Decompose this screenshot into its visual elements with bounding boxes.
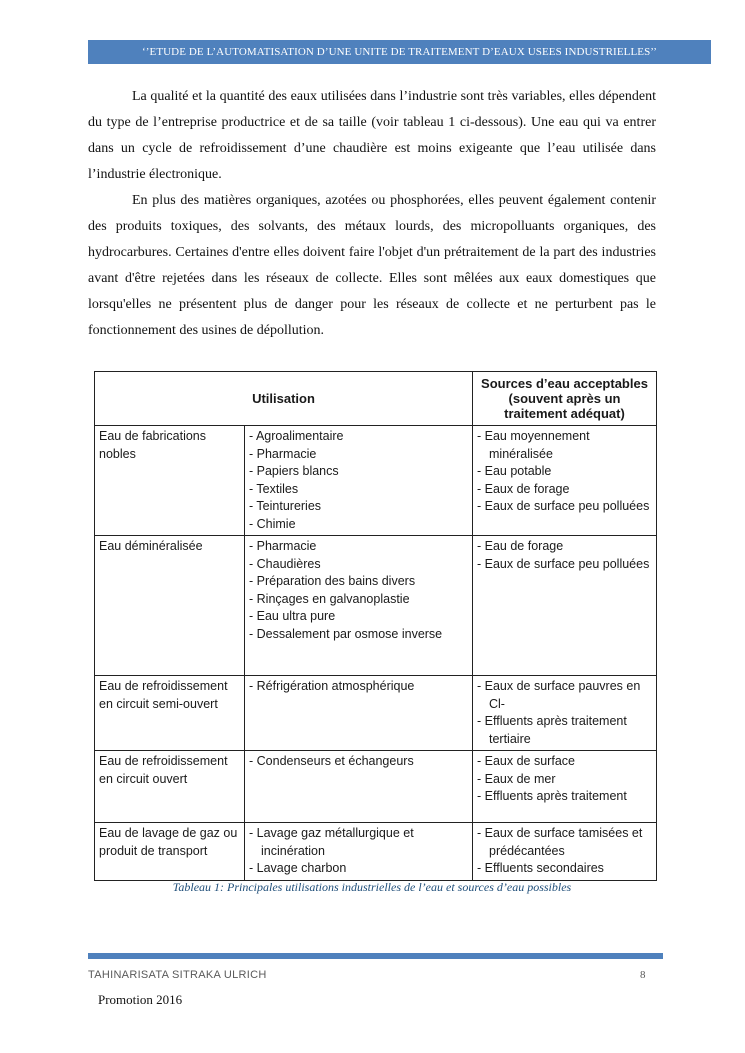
use-item: - Dessalement par osmose inverse xyxy=(249,626,468,644)
source-item: - Effluents secondaires xyxy=(477,860,652,878)
header-sources: Sources d’eau acceptables (souvent après un traitement adéquat) xyxy=(473,372,657,426)
source-item: - Effluents après traitement tertiaire xyxy=(477,713,652,748)
use-item: - Pharmacie xyxy=(249,446,468,464)
footer-divider xyxy=(88,953,663,959)
source-item: - Eaux de mer xyxy=(477,771,652,789)
use-item: - Réfrigération atmosphérique xyxy=(249,678,468,696)
use-item: - Pharmacie xyxy=(249,538,468,556)
use-item: - Lavage charbon xyxy=(249,860,468,878)
source-item: - Eaux de surface peu polluées xyxy=(477,498,652,516)
usage-table xyxy=(94,371,657,881)
source-item: - Effluents après traitement xyxy=(477,788,652,806)
use-item: - Condenseurs et échangeurs xyxy=(249,753,468,771)
row-category: Eau de lavage de gaz ou produit de transport xyxy=(99,826,238,858)
source-item: - Eaux de forage xyxy=(477,481,652,499)
use-item: - Chimie xyxy=(249,516,468,534)
use-item: - Rinçages en galvanoplastie xyxy=(249,591,468,609)
use-item: - Teintureries xyxy=(249,498,468,516)
footer-author: TAHINARISATA SITRAKA ULRICH xyxy=(88,969,267,981)
use-item: - Lavage gaz métallurgique et incinération xyxy=(249,825,468,860)
water-usage-table xyxy=(94,371,656,875)
use-item: - Textiles xyxy=(249,481,468,499)
use-item: - Eau ultra pure xyxy=(249,608,468,626)
paragraph: La qualité et la quantité des eaux utilisées dans l’industrie sont très variables, elles dépendent du type de l’entreprise productrice et de sa taille (voir tableau 1 ci-dessous). Une eau qui va entrer dans un cycle de refroidissement d’une chaudière est moins exigeante que l’eau utilisée dans l’industrie électronique. xyxy=(88,89,656,182)
page-header-title: ‘’ETUDE DE L’AUTOMATISATION D’UNE UNITE DE TRAITEMENT D’EAUX USEES INDUSTRIELLES’’ xyxy=(88,40,711,64)
source-item: - Eaux de surface pauvres en Cl- xyxy=(477,678,652,713)
source-item: - Eau potable xyxy=(477,463,652,481)
source-item: - Eaux de surface tamisées et prédécantées xyxy=(477,825,652,860)
source-item: - Eau moyennement minéralisée xyxy=(477,428,652,463)
source-item: - Eaux de surface xyxy=(477,753,652,771)
use-item: - Préparation des bains divers xyxy=(249,573,468,591)
footer-promotion: Promotion 2016 xyxy=(98,992,183,1007)
page-number: 8 xyxy=(640,969,646,981)
body-text xyxy=(88,84,656,344)
use-item: - Papiers blancs xyxy=(249,463,468,481)
header-utilisation: Utilisation xyxy=(95,372,473,426)
row-category: Eau déminéralisée xyxy=(99,539,203,553)
row-category: Eau de refroidissement en circuit ouvert xyxy=(99,754,228,786)
row-category: Eau de fabrications nobles xyxy=(99,429,207,461)
use-item: - Chaudières xyxy=(249,556,468,574)
row-category: Eau de refroidissement en circuit semi-ouvert xyxy=(99,679,228,711)
source-item: - Eaux de surface peu polluées xyxy=(477,556,652,574)
use-item: - Agroalimentaire xyxy=(249,428,468,446)
paragraph: En plus des matières organiques, azotées ou phosphorées, elles peuvent également contenir des produits toxiques, des solvants, des métaux lourds, des micropolluants organiques, des hydrocarbures. Certaines d'entre elles doivent faire l'objet d'un prétraitement de la part des industries avant d'être rejetées dans les réseaux de collecte. Elles sont mêlées aux eaux domestiques que lorsqu'elles ne présentent plus de danger pour les réseaux de collecte et ne perturbent pas le fonctionnement des usines de dépollution. xyxy=(88,193,656,338)
source-item: - Eau de forage xyxy=(477,538,652,556)
table-caption: Tableau 1: Principales utilisations industrielles de l’eau et sources d’eau possibles xyxy=(172,880,572,894)
